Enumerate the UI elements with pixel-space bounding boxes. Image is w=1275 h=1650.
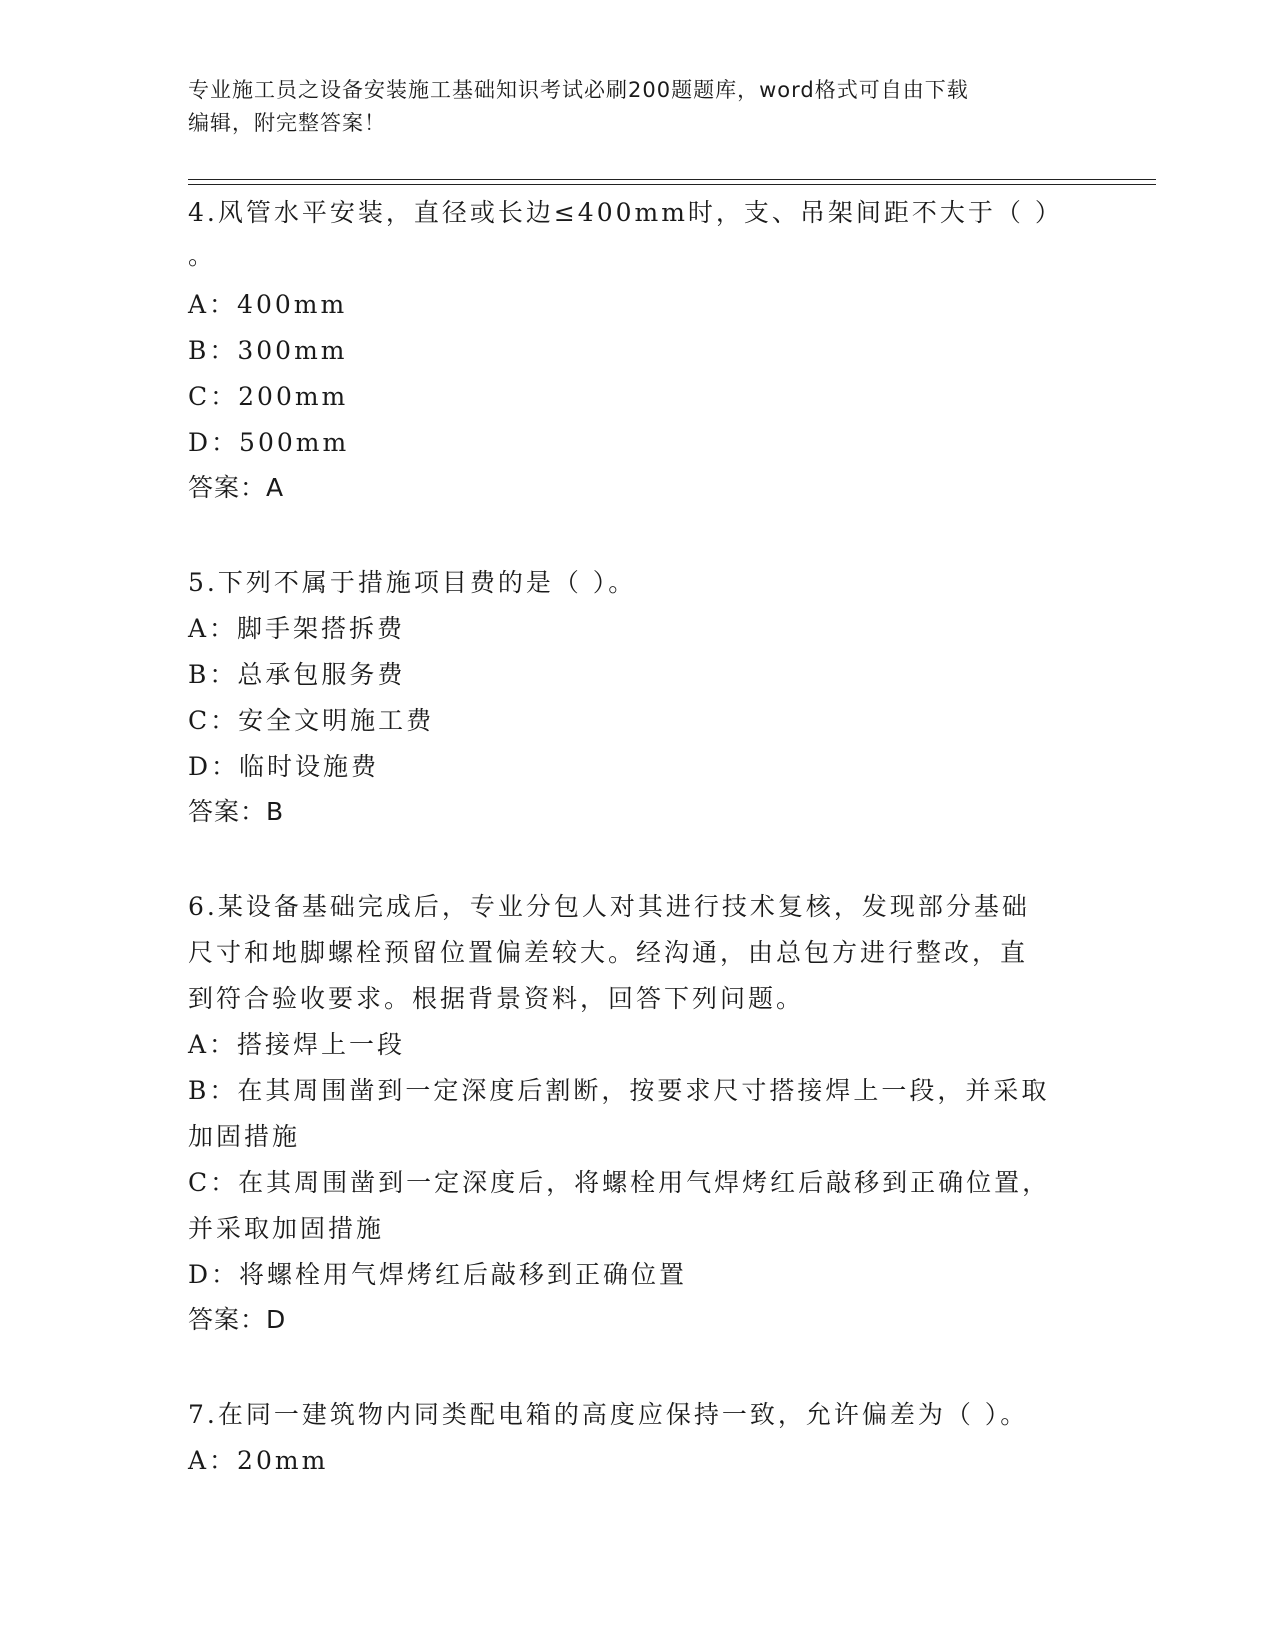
option-b: B：在其周围凿到一定深度后割断，按要求尺寸搭接焊上一段，并采取 bbox=[188, 1076, 1050, 1105]
option-d: D：临时设施费 bbox=[188, 752, 380, 781]
option-a: A：400mm bbox=[188, 290, 348, 319]
question-stem: 7.在同一建筑物内同类配电箱的高度应保持一致，允许偏差为（ ）。 bbox=[188, 1400, 1029, 1429]
question-5 bbox=[188, 560, 1088, 834]
question-list bbox=[188, 190, 1088, 1484]
header-line-1: 专业施工员之设备安装施工基础知识考试必刷200题题库，word格式可自由下载 bbox=[188, 78, 969, 102]
question-stem: 到符合验收要求。根据背景资料，回答下列问题。 bbox=[188, 984, 805, 1013]
answer-line: 答案：B bbox=[188, 797, 285, 826]
option-c: C：在其周围凿到一定深度后，将螺栓用气焊烤红后敲移到正确位置， bbox=[188, 1168, 1051, 1197]
option-d: D：500mm bbox=[188, 428, 350, 457]
question-6 bbox=[188, 884, 1088, 1342]
question-stem: 尺寸和地脚螺栓预留位置偏差较大。经沟通，由总包方进行整改，直 bbox=[188, 938, 1029, 967]
option-b-continued: 加固措施 bbox=[188, 1122, 301, 1151]
option-d: D：将螺栓用气焊烤红后敲移到正确位置 bbox=[188, 1260, 688, 1289]
header-divider-top bbox=[188, 179, 1156, 180]
option-a: A：20mm bbox=[188, 1446, 329, 1475]
option-a: A：脚手架搭拆费 bbox=[188, 614, 406, 643]
answer-line: 答案：D bbox=[188, 1305, 287, 1334]
header-line-2: 编辑，附完整答案！ bbox=[188, 111, 386, 135]
header-divider-bottom bbox=[188, 184, 1156, 185]
option-a: A：搭接焊上一段 bbox=[188, 1030, 406, 1059]
option-b: B：300mm bbox=[188, 336, 348, 365]
spacer bbox=[188, 510, 1088, 560]
spacer bbox=[188, 1342, 1088, 1392]
option-c: C：200mm bbox=[188, 382, 349, 411]
question-stem: 。 bbox=[188, 241, 217, 270]
question-stem: 6.某设备基础完成后，专业分包人对其进行技术复核，发现部分基础 bbox=[188, 892, 1030, 921]
spacer bbox=[188, 834, 1088, 884]
answer-line: 答案：A bbox=[188, 473, 285, 502]
document-header bbox=[188, 74, 1068, 140]
question-stem: 4.风管水平安装，直径或长边≤400mm时，支、吊架间距不大于（ ） bbox=[188, 198, 1063, 227]
question-7 bbox=[188, 1392, 1088, 1484]
option-c-continued: 并采取加固措施 bbox=[188, 1214, 385, 1243]
option-c: C：安全文明施工费 bbox=[188, 706, 435, 735]
option-b: B：总承包服务费 bbox=[188, 660, 406, 689]
question-stem: 5.下列不属于措施项目费的是（ ）。 bbox=[188, 568, 637, 597]
question-4 bbox=[188, 190, 1088, 510]
